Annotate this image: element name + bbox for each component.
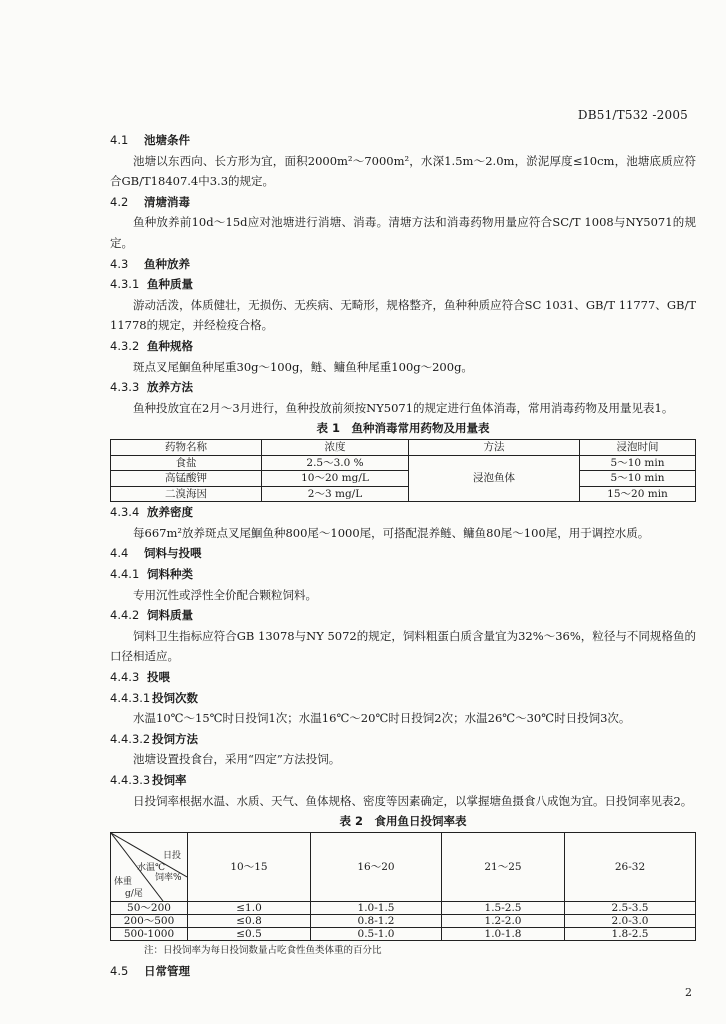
section-heading (110, 729, 696, 750)
table-row (111, 471, 696, 487)
table-caption: 表 2 食用鱼日投饲率表 (339, 814, 467, 829)
section-heading (110, 961, 696, 982)
table-row (111, 914, 696, 927)
section-heading (110, 130, 696, 151)
table-row (111, 486, 696, 502)
diagonal-label: g/尾 (125, 888, 143, 899)
section-heading (110, 336, 696, 357)
paragraph: 池塘设置投食台，采用“四定”方法投饲。 (133, 752, 341, 767)
rate-cell: 1.8-2.5 (565, 927, 696, 940)
section-number: 4.2 (110, 194, 129, 209)
rate-cell: ≤1.0 (188, 901, 311, 914)
rate-cell: 2.5-3.5 (565, 901, 696, 914)
rate-cell: 1.0-1.8 (442, 927, 565, 940)
diagonal-header-cell (111, 832, 188, 901)
section-title: 投饲次数 (152, 690, 198, 705)
section-number: 4.4.3.2 (110, 731, 151, 746)
drug-name-cell: 食盐 (111, 455, 262, 471)
method-cell: 浸泡鱼体 (409, 455, 580, 502)
rate-cell: 0.8-1.2 (311, 914, 442, 927)
section-heading (110, 605, 696, 626)
weight-cell: 200～500 (111, 914, 188, 927)
drug-name-cell: 二溴海因 (111, 486, 262, 502)
rate-cell: ≤0.8 (188, 914, 311, 927)
column-header: 方法 (409, 439, 580, 455)
section-title: 日常管理 (144, 963, 190, 978)
paragraph: 池塘以东西向、长方形为宜，面积2000m²～7000m²，水深1.5m～2.0m，淤泥厚度≤10cm，池塘底质应符合GB/T18407.4中3.3的规定。 (110, 153, 696, 189)
section-title: 鱼种规格 (147, 338, 193, 353)
section-heading (110, 377, 696, 398)
section-number: 4.3.1 (110, 277, 140, 292)
section-number: 4.4.3.1 (110, 690, 151, 705)
section-title: 放养方法 (147, 380, 193, 395)
section-title: 放养密度 (147, 505, 193, 520)
section-heading (110, 564, 696, 585)
section-number: 4.4.1 (110, 567, 140, 582)
section-title: 投饲率 (152, 773, 187, 787)
page-number: 2 (685, 986, 692, 999)
paragraph: 日投饲率根据水温、水质、天气、鱼体规格、密度等因素确定，以掌握塘鱼摄食八成饱为宜。日投饲率见表2。 (133, 793, 693, 808)
section-heading (110, 543, 696, 564)
section-number: 4.1 (110, 133, 129, 147)
section-number: 4.4.3.3 (110, 773, 151, 787)
section-heading (110, 274, 696, 295)
standard-code: DB51/T532 -2005 (577, 108, 688, 122)
paragraph: 鱼种投放宜在2月～3月进行，鱼种投放前须按NY5071的规定进行鱼体消毒，常用消毒药物及用量见表1。 (133, 400, 674, 415)
table-row (111, 455, 696, 471)
paragraph: 专用沉性或浮性全价配合颗粒饲料。 (133, 587, 317, 602)
section-title: 投喂 (147, 670, 170, 685)
section-heading (110, 770, 696, 791)
table-row (111, 927, 696, 940)
diagonal-label: 饲率% (155, 872, 182, 883)
drug-name-cell: 高锰酸钾 (111, 471, 262, 487)
section-title: 鱼种放养 (144, 256, 190, 271)
table-header-row (111, 832, 696, 901)
diagonal-label: 日投 (163, 850, 182, 861)
temperature-header: 10～15 (188, 832, 311, 901)
document-body (110, 130, 696, 981)
section-title: 池塘条件 (144, 133, 190, 147)
section-number: 4.3.4 (110, 505, 140, 520)
feeding-rate-table (110, 832, 696, 941)
paragraph: 斑点叉尾鮰鱼种尾重30g～100g，鲢、鳙鱼种尾重100g～200g。 (133, 359, 473, 374)
section-heading (110, 667, 696, 688)
paragraph: 游动活泼，体质健壮，无损伤、无疾病、无畸形，规格整齐，鱼种种质应符合SC 1031、GB/T 11777、GB/T 11778的规定，并经检疫合格。 (110, 297, 696, 333)
weight-cell: 500-1000 (111, 927, 188, 940)
concentration-cell: 2～3 mg/L (262, 486, 409, 502)
section-heading (110, 254, 696, 275)
paragraph: 水温10℃～15℃时日投饲1次；水温16℃～20℃时日投饲2次；水温26℃～30℃时日投饲3次。 (133, 711, 631, 726)
section-number: 4.4 (110, 546, 129, 561)
soak-time-cell: 5～10 min (580, 471, 696, 487)
section-heading (110, 688, 696, 709)
section-title: 清塘消毒 (144, 194, 190, 209)
rate-cell: 1.2-2.0 (442, 914, 565, 927)
diagonal-label: 水温℃ (137, 862, 166, 873)
section-title: 鱼种质量 (147, 277, 193, 292)
temperature-header: 26-32 (565, 832, 696, 901)
concentration-cell: 2.5～3.0 % (262, 455, 409, 471)
table-note: 注：日投饲率为每日投饲数量占吃食性鱼类体重的百分比 (144, 944, 382, 956)
soak-time-cell: 15～20 min (580, 486, 696, 502)
rate-cell: 2.0-3.0 (565, 914, 696, 927)
section-heading (110, 502, 696, 523)
section-title: 饲料种类 (147, 567, 193, 582)
weight-cell: 50～200 (111, 901, 188, 914)
section-number: 4.4.2 (110, 608, 140, 623)
concentration-cell: 10～20 mg/L (262, 471, 409, 487)
rate-cell: 1.5-2.5 (442, 901, 565, 914)
section-number: 4.3.3 (110, 380, 140, 395)
section-title: 投饲方法 (152, 731, 198, 746)
section-heading (110, 192, 696, 213)
section-title: 饲料质量 (147, 608, 193, 623)
column-header: 浓度 (262, 439, 409, 455)
table-row (111, 901, 696, 914)
section-title: 饲料与投喂 (144, 546, 202, 561)
temperature-header: 16～20 (311, 832, 442, 901)
rate-cell: 0.5-1.0 (311, 927, 442, 940)
temperature-header: 21～25 (442, 832, 565, 901)
table-caption: 表 1 鱼种消毒常用药物及用量表 (316, 421, 490, 436)
column-header: 浸泡时间 (580, 439, 696, 455)
section-number: 4.3 (110, 256, 129, 271)
paragraph: 鱼种放养前10d～15d应对池塘进行消塘、消毒。清塘方法和消毒药物用量应符合SC/T 1008与NY5071的规定。 (110, 215, 696, 250)
soak-time-cell: 5～10 min (580, 455, 696, 471)
column-header: 药物名称 (111, 439, 262, 455)
table-header-row (111, 439, 696, 455)
paragraph: 每667m²放养斑点叉尾鮰鱼种800尾～1000尾，可搭配混养鲢、鳙鱼80尾～100尾，用于调控水质。 (133, 525, 650, 540)
section-number: 4.3.2 (110, 338, 140, 353)
paragraph: 饲料卫生指标应符合GB 13078与NY 5072的规定，饲料粗蛋白质含量宜为32%～36%，粒径与不同规格鱼的口径相适应。 (110, 628, 696, 664)
disinfectant-table (110, 439, 696, 502)
diagonal-label: 体重 (114, 876, 133, 887)
section-number: 4.4.3 (110, 670, 140, 685)
rate-cell: 1.0-1.5 (311, 901, 442, 914)
rate-cell: ≤0.5 (188, 927, 311, 940)
section-number: 4.5 (110, 963, 129, 978)
